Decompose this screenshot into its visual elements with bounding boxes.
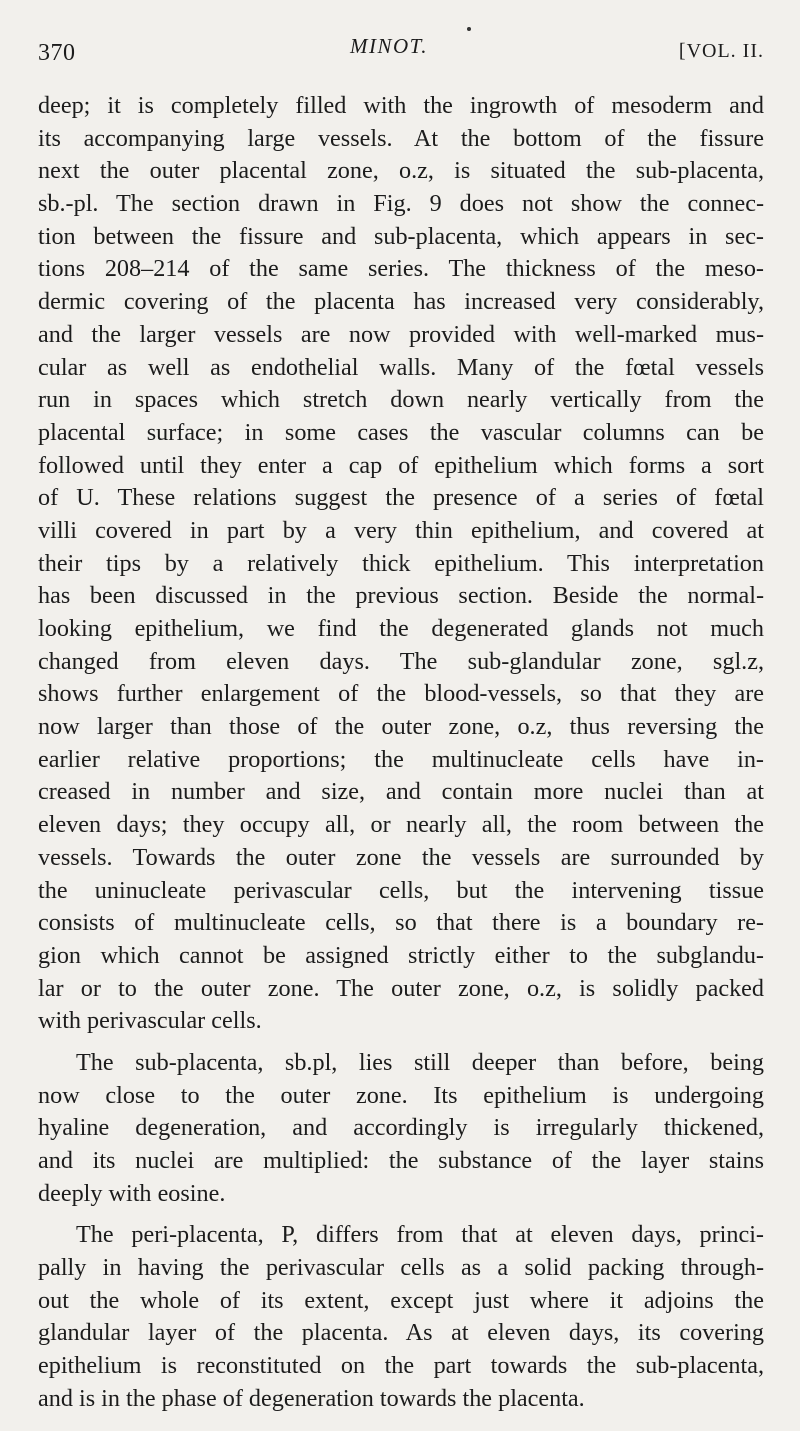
text-line: looking epithelium, we find the degenerated glands not much [38, 615, 764, 642]
text-line: pally in having the perivascular cells as a solid packing through- [38, 1254, 764, 1282]
page-number: 370 [38, 40, 76, 66]
text-line: has been discussed in the previous section. Beside the normal- [38, 582, 764, 610]
text-line: of U. These relations suggest the presence of a series of fœtal [38, 484, 764, 512]
text-line: hyaline degeneration, and accordingly is irregularly thickened, [38, 1114, 764, 1142]
text-line: with perivascular cells. [38, 1007, 262, 1035]
text-line: glandular layer of the placenta. As at eleven days, its covering [38, 1319, 764, 1347]
running-head-author: MINOT. [350, 34, 429, 58]
text-line: creased in number and size, and contain more nuclei than at [38, 778, 764, 806]
text-line: eleven days; they occupy all, or nearly all, the room between the [38, 811, 764, 839]
text-line: tion between the fissure and sub-placenta, which appears in sec- [38, 222, 764, 250]
paragraph-gap [38, 1038, 764, 1047]
text-line: dermic covering of the placenta has increased very considerably, [38, 288, 764, 316]
paragraph-gap [38, 1210, 764, 1219]
paragraph [38, 1219, 764, 1415]
text-line: run in spaces which stretch down nearly vertically from the [38, 386, 764, 414]
text-line: tions 208–214 of the same series. The thickness of the meso- [38, 255, 764, 283]
text-line: cular as well as endothelial walls. Many of the fœtal vessels [38, 353, 764, 381]
text-line: placental surface; in some cases the vascular columns can be [38, 418, 764, 446]
body-text [38, 90, 764, 1416]
text-line: sb.-pl. The section drawn in Fig. 9 does not show the connec- [38, 190, 764, 218]
text-line: changed from eleven days. The sub-glandular zone, sgl.z, [38, 647, 764, 675]
text-line: earlier relative proportions; the multinucleate cells have in- [38, 745, 764, 773]
text-line: and its nuclei are multiplied: the substance of the layer stains [38, 1147, 764, 1174]
text-line: its accompanying large vessels. At the bottom of the fissure [38, 124, 764, 152]
text-line: now larger than those of the outer zone, o.z, thus reversing the [38, 713, 764, 741]
text-line: deeply with eosine. [38, 1179, 226, 1207]
text-line: next the outer placental zone, o.z, is situated the sub-placenta, [38, 157, 764, 185]
running-head [38, 34, 764, 74]
text-line: now close to the outer zone. Its epithelium is undergoing [38, 1081, 764, 1109]
text-line: their tips by a relatively thick epithelium. This interpretation [38, 549, 764, 577]
paragraph [38, 1047, 764, 1210]
text-line: vessels. Towards the outer zone the vessels are surrounded by [38, 843, 764, 871]
text-line: The sub-placenta, sb.pl, lies still deeper than before, being [76, 1048, 764, 1076]
text-line: gion which cannot be assigned strictly either to the subglandu- [38, 941, 764, 969]
text-line: the uninucleate perivascular cells, but the intervening tissue [38, 876, 764, 904]
text-line: epithelium is reconstituted on the part towards the sub-placenta, [38, 1352, 764, 1380]
text-line: villi covered in part by a very thin epithelium, and covered at [38, 516, 764, 544]
running-head-volume: [VOL. II. [678, 40, 764, 62]
text-line: lar or to the outer zone. The outer zone, o.z, is solidly packed [38, 974, 764, 1002]
text-line: deep; it is completely filled with the ingrowth of mesoderm and [38, 92, 764, 119]
text-line: and the larger vessels are now provided with well-marked mus- [38, 320, 764, 348]
print-speck [467, 27, 471, 31]
text-line: consists of multinucleate cells, so that there is a boundary re- [38, 909, 764, 937]
text-line: and is in the phase of degeneration towards the placenta. [38, 1384, 585, 1412]
paragraph [38, 90, 764, 1038]
text-line: followed until they enter a cap of epithelium which forms a sort [38, 451, 764, 479]
text-line: out the whole of its extent, except just where it adjoins the [38, 1286, 764, 1314]
text-line: shows further enlargement of the blood-vessels, so that they are [38, 680, 764, 708]
text-line: The peri-placenta, P, differs from that at eleven days, princi- [76, 1221, 764, 1249]
